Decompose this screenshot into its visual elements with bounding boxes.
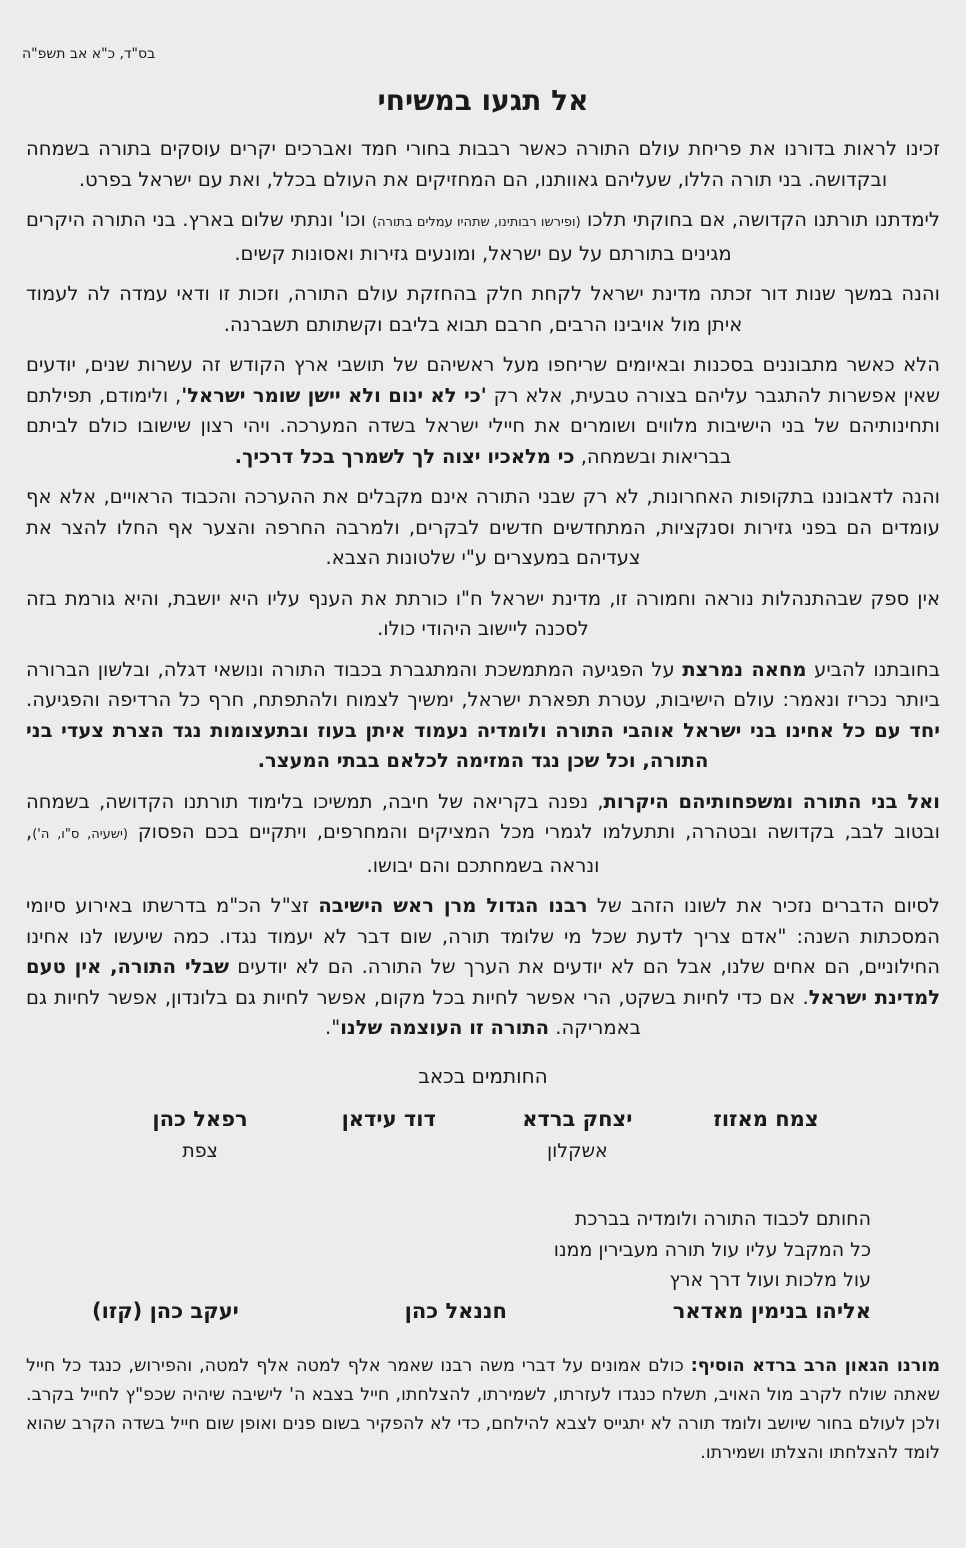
- paragraph-7-bold-a: מחאה נמרצת: [682, 657, 807, 681]
- paragraph-7-text-a: בחובתנו להביע: [806, 657, 940, 681]
- paragraph-2-note: (ופירשו רבותינו, שתהיו עמלים בתורה): [372, 215, 581, 230]
- paragraph-1: זכינו לראות בדורנו את פריחת עולם התורה כאשר רבבות בחורי חמד ואברכים יקרים עוסקים בתורה בשמחה ובקדושה. בני תורה הללו, שעליהם גאוותנו, הם המחזיקים את העולם בכלל, ואת עם ישראל בפרט.: [26, 137, 940, 191]
- paragraph-9: [26, 891, 940, 1044]
- dedication-line: החותם לכבוד התורה ולומדיה בברכת: [574, 1208, 871, 1230]
- addendum-text: כולם אמונים על דברי משה רבנו שאמר אלף למטה אלף למטה, והפירוש, כנגד כל חייל שאתה שולח לקרב מול האויב, תשלח כנגדו לעזרתו, לשמירתו, להצלחתו, חייל בצבא ה' לישיבה שיהיה שכפ"ץ לחייל בקרב. ולכן לעולם בחור שיושב ולומד תורה לא יתגייס לצבא להילחם, כדי לא להפקיר בשום פנים ואופן שום חייל בשדה הקרב שהוא לומד להצלחתו והצלתו ושמירתו.: [26, 1356, 940, 1463]
- letter-body: [26, 134, 940, 1054]
- signer-dedication: [554, 1204, 871, 1296]
- paragraph-8-bold: ואל בני התורה ומשפחותיהם היקרות: [603, 789, 941, 813]
- signer: [110, 1102, 290, 1166]
- header-date: בס"ד, כ"א אב תשפ"ה: [22, 46, 156, 62]
- signer-name: רפאל כהן: [152, 1107, 248, 1131]
- paragraph-5: והנה לדאבוננו בתקופות האחרונות, לא רק שבני התורה אינם מקבלים את ההערכה והכבוד הראויים, אלא אף עומדים הם בפני גזירות וסנקציות, המתחדשים חדשים לבקרים, ולמרבה החרפה והצער אף החלו להצר את צעדיהם במעצרים ע"י שלטונות הצבא.: [26, 485, 940, 569]
- paragraph-6: אין ספק שבהתנהלות נוראה וחמורה זו, מדינת ישראל ח"ו כורתת את הענף עליו היא יושבת, והיא גורמת בזה לסכנה ליישוב היהודי כולו.: [26, 586, 940, 640]
- signer-city: אשקלון: [546, 1140, 608, 1162]
- signer: [487, 1102, 667, 1166]
- signers-row-2: [92, 1294, 871, 1328]
- paragraph-8: [26, 787, 940, 882]
- paragraph-9-text-b: זצ"ל הכ"מ בדרשתו באירוע סיומי המסכתות השנה: "אדם צריך לדעת שכל מי שלומד תורה, שום דבר לא יעמוד נגדו. כמה שיעשו לנו אחינו החילוניים, הם אחים שלנו, אבל הם לא יודעים את הערך של התורה. הם לא יודעים: [26, 894, 941, 978]
- paragraph-9-bold-c: התורה זו העוצמה שלנו: [340, 1016, 550, 1039]
- paragraph-2-text-a: לימדתנו תורתנו הקדושה, אם בחוקתי תלכו: [580, 208, 941, 231]
- signer-name: יעקב כהן (קזו): [92, 1299, 239, 1323]
- paragraph-9-text-a: לסיום הדברים נזכיר את לשונו הזהב של: [587, 894, 940, 917]
- paragraph-4-bold-b: כי מלאכיו יצוה לך לשמרך בכל דרכיך.: [234, 444, 575, 468]
- paragraph-8-text-a: , נפנה בקריאה של חיבה, תמשיכו בלימוד תורתנו הקדושה, בשמחה ובטוב לבב, בקדושה ובטהרה, ותתעלמו לגמרי מכל המציקים והמחרפים, ויתקיים בכם הפסוק: [26, 789, 940, 843]
- paragraph-2-text-b: וכו' ונתתי שלום בארץ. בני התורה היקרים מגינים בתורתם על עם ישראל, ומונעים גזירות ואסונות קשים.: [26, 208, 732, 265]
- signers-heading: החותמים בכאב: [418, 1064, 548, 1088]
- signer: [299, 1102, 479, 1166]
- paragraph-7-text-b: על הפגיעה המתמשכת והמתגברת בכבוד התורה ונושאי דגלה, ובלשון הברורה ביותר נכריז ונאמר: עולם הישיבות, עטרת תפארת ישראל, ימשיך לצמוח ולהתפתח, חרף כל הרדיפה והפגיעה.: [26, 657, 940, 711]
- signer-city: צפת: [182, 1140, 218, 1162]
- signer-name: יצחק ברדא: [522, 1107, 633, 1131]
- paragraph-4-text-a: הלא כאשר מתבוננים בסכנות ובאיומים שריחפו מעל ראשיהם של תושבי ארץ הקודש זה עשרות שנים, יודעים שאין אפשרות להתגבר עליהם בצורה טבעית, אלא רק: [26, 353, 941, 407]
- signer-name: חננאל כהן: [404, 1299, 507, 1323]
- paragraph-7-bold-b: יחד עם כל אחינו בני ישראל אוהבי התורה ולומדיה נעמוד איתן בעוז ובתעצומות נגד הצרת צעדי בני התורה, וכל שכן נגד המזימה לכלאם בבתי המעצר.: [26, 718, 940, 772]
- paragraph-8-text-b: , ונראה בשמחתכם והם יבושו.: [26, 820, 600, 877]
- paragraph-9-text-c: . אם כדי לחיות בשקט, הרי אפשר לחיות בכל מקום, אפשר לחיות גם בלונדון, אפשר לחיות גם באמריקה.: [26, 985, 809, 1039]
- paragraph-3: והנה במשך שנות דור זכתה מדינת ישראל לקחת חלק בהחזקת עולם התורה, וזכות זו ודאי עמדה לה לעמוד איתן מול אויבינו הרבים, חרבם תבוא בליבם וקשתותם תשברנה.: [26, 282, 940, 336]
- paragraph-4-bold-a: 'כי לא ינום ולא יישן שומר ישראל': [181, 383, 487, 407]
- signer-name: צמח מאזוז: [713, 1107, 819, 1131]
- page-title: אל תגעו במשיחי: [377, 84, 589, 117]
- paragraph-4: [26, 350, 940, 472]
- paragraph-9-text-d: ".: [325, 1016, 341, 1039]
- paragraph-4-text-b: , ולימודם, תפילתם ותחינותיהם של בני הישיבות מלווים ושומרים את חיילי ישראל בשדה המערכה. ויהי רצון שישובו כולם לביתם בבריאות ובשמחה,: [26, 383, 940, 468]
- addendum-heading: מורנו הגאון הרב ברדא הוסיף:: [690, 1356, 941, 1376]
- addendum-note: [26, 1352, 940, 1468]
- signer: [676, 1102, 856, 1166]
- paragraph-2: [26, 205, 940, 269]
- paragraph-8-note: (ישעיה, ס"ו, ה'): [32, 827, 128, 842]
- paragraph-7: [26, 655, 940, 777]
- dedication-line: כל המקבל עליו עול תורה מעבירין ממנו: [553, 1238, 871, 1261]
- paragraph-9-bold-b: שבלי התורה, אין טעם למדינת ישראל: [26, 955, 940, 1009]
- signer-name: אליהו בנימין מאדאר: [672, 1299, 871, 1323]
- signer-name: דוד עידאן: [341, 1107, 436, 1131]
- paragraph-9-bold-a: רבנו הגדול מרן ראש הישיבה: [318, 894, 588, 917]
- dedication-line: עול מלכות ועול דרך ארץ: [669, 1269, 871, 1291]
- signers-row-1: [110, 1102, 856, 1166]
